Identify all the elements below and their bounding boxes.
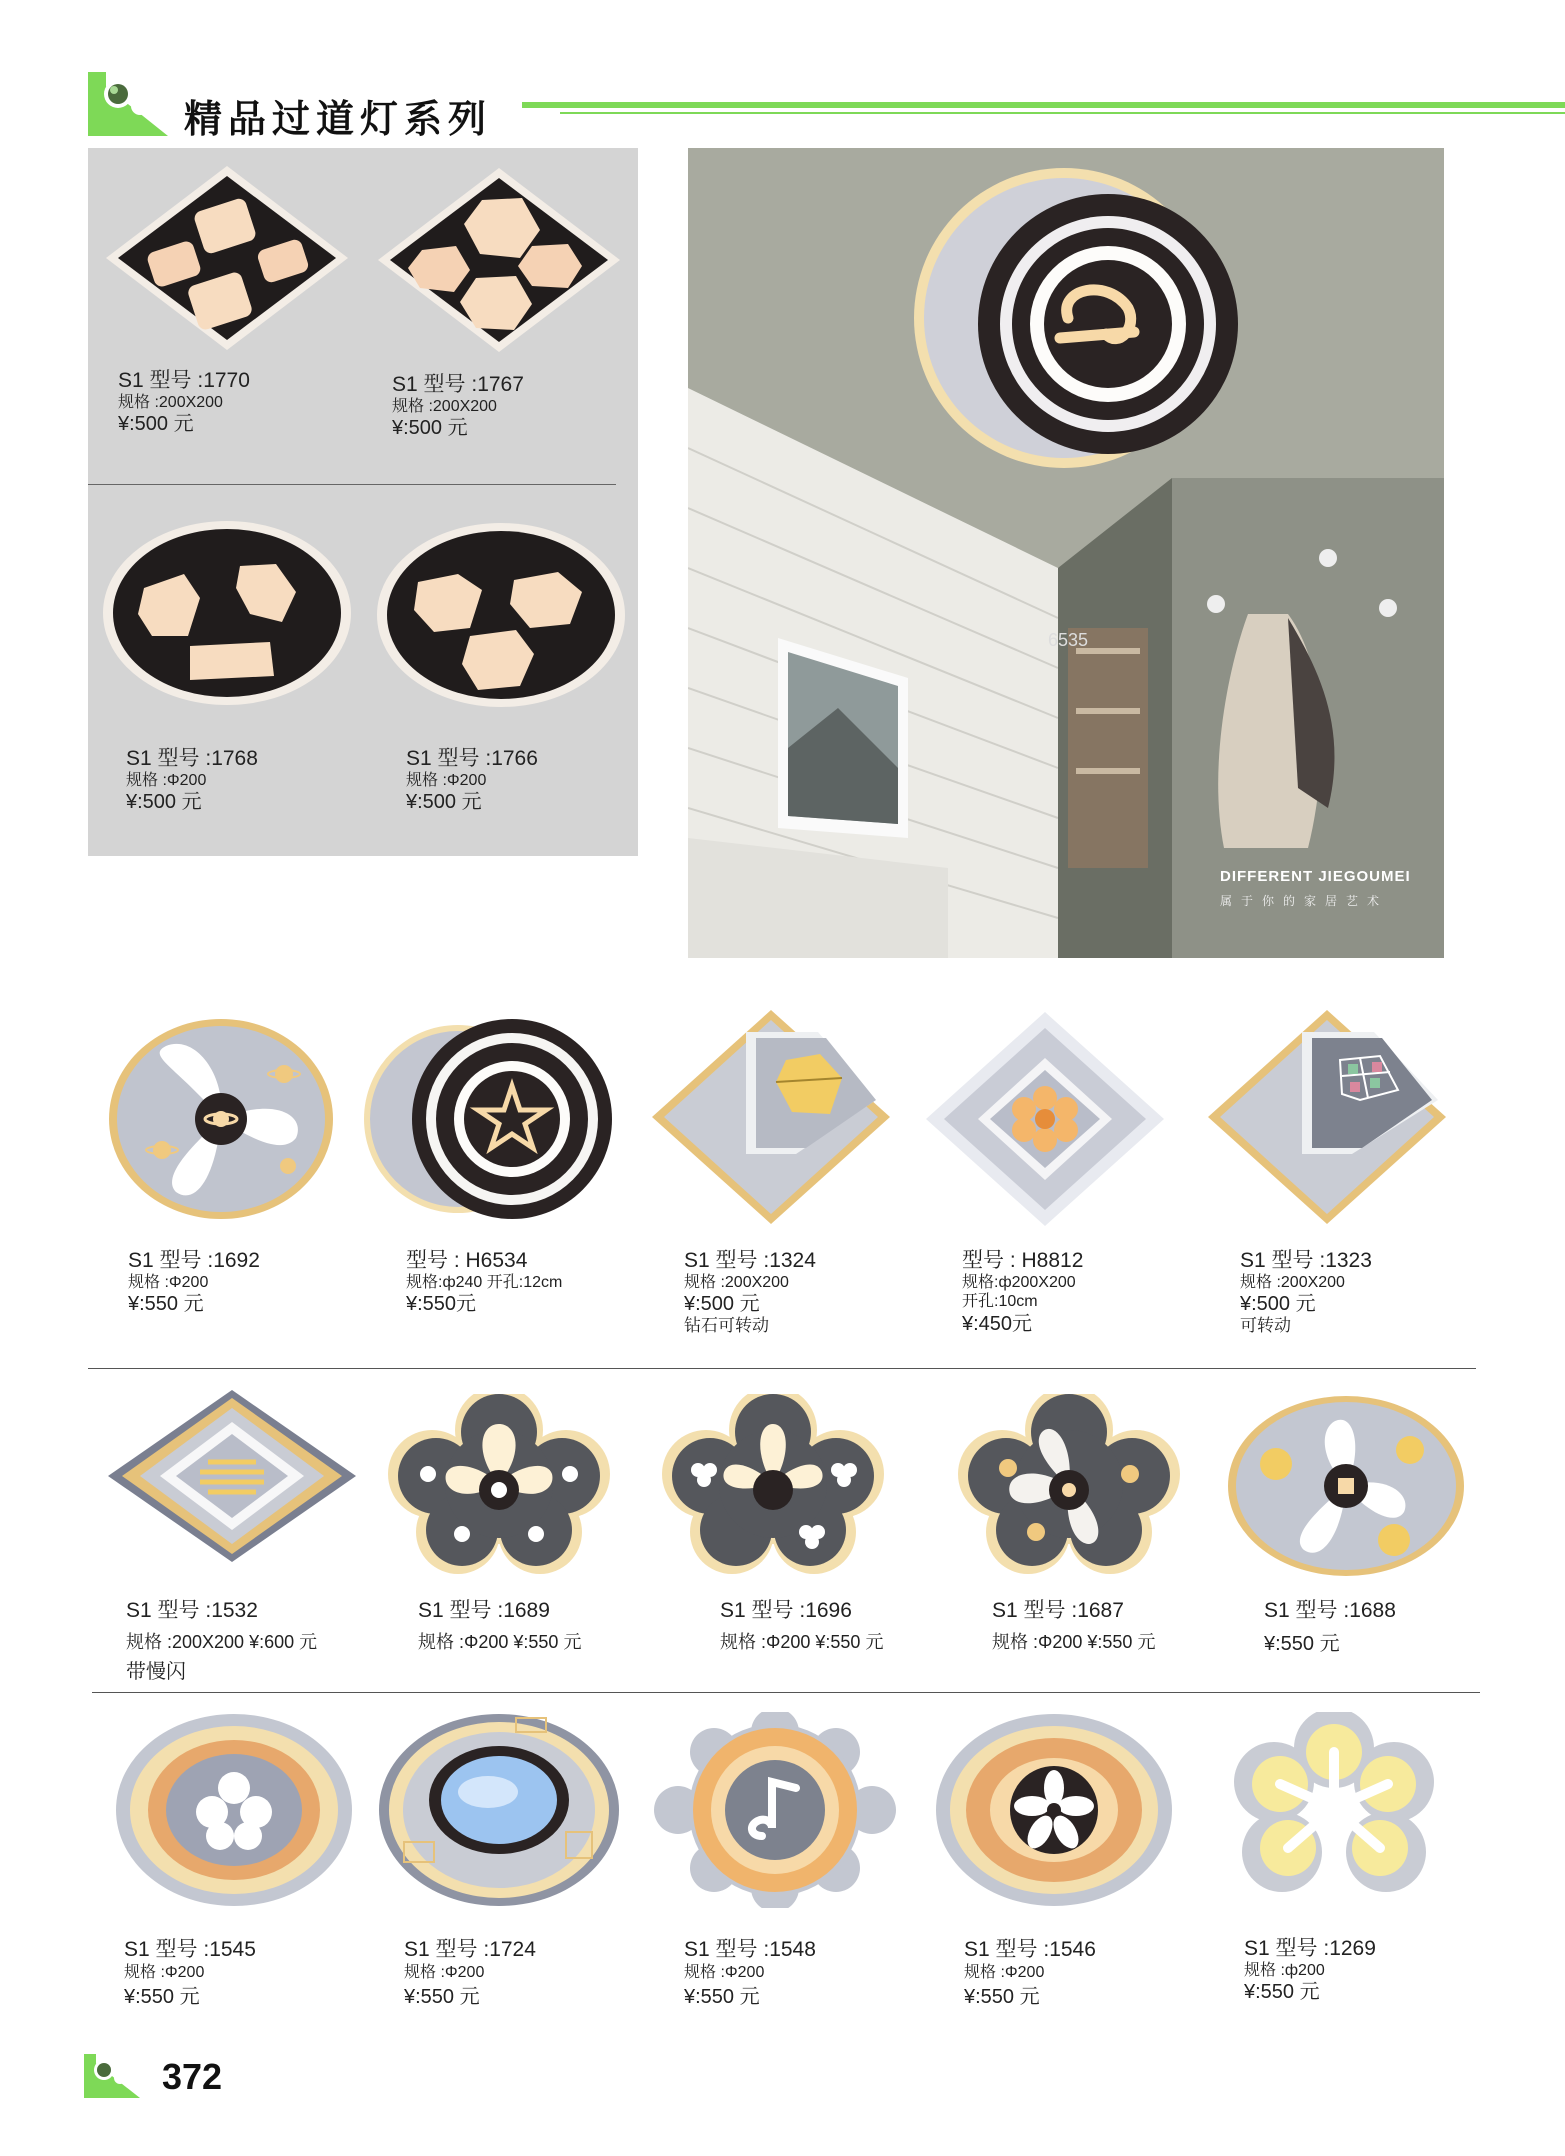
- product-model: S1 型号 :1687: [992, 1599, 1124, 1622]
- product-price: ¥:500 元: [118, 413, 194, 436]
- header-rule: [522, 102, 1565, 108]
- product-spec: 规格:ф200X200: [962, 1274, 1076, 1292]
- product-spec-price: 规格 :Φ200 ¥:550 元: [992, 1631, 1156, 1652]
- product-info-H6534: [406, 1248, 562, 1316]
- product-model: S1 型号 :1724: [404, 1938, 536, 1961]
- product-price: ¥:550 元: [124, 1986, 200, 2009]
- product-spec: 规格 :200X200: [392, 398, 497, 416]
- lamp-image-H8812: [920, 1006, 1170, 1237]
- product-spec: 规格 :Φ200: [406, 772, 487, 790]
- product-info-1269: [1244, 1936, 1376, 2004]
- product-note: 钻石可转动: [684, 1316, 769, 1336]
- product-info-1548: [684, 1936, 816, 2010]
- lamp-image-1770: [100, 160, 354, 361]
- product-info-1767: [392, 372, 524, 440]
- lamp-image-1766: [374, 520, 628, 715]
- lamp-image-1545: [114, 1712, 354, 1913]
- product-model: S1 型号 :1770: [118, 369, 250, 392]
- lamp-image-1696: [658, 1394, 888, 1579]
- lamp-image-1724: [376, 1712, 622, 1913]
- product-price: ¥:500 元: [406, 791, 482, 814]
- product-model: S1 型号 :1766: [406, 747, 538, 770]
- product-model: S1 型号 :1548: [684, 1938, 816, 1961]
- product-info-1324: [684, 1248, 816, 1337]
- product-model: S1 型号 :1767: [392, 373, 524, 396]
- product-price: ¥:550 元: [1244, 1981, 1320, 2004]
- page-number: 372: [162, 2056, 223, 2097]
- product-price: ¥:500 元: [1240, 1293, 1316, 1316]
- product-spec: 规格 :Φ200: [404, 1964, 485, 1982]
- product-model: 型号 : H6534: [406, 1249, 528, 1272]
- product-price: ¥:500 元: [684, 1293, 760, 1316]
- header-logo-icon: [88, 72, 168, 136]
- product-price: ¥:500 元: [126, 791, 202, 814]
- product-price: ¥:450元: [962, 1312, 1033, 1335]
- product-info-1688: [1264, 1594, 1396, 1660]
- product-model: S1 型号 :1692: [128, 1249, 260, 1272]
- product-note: 带慢闪: [126, 1661, 186, 1684]
- lamp-image-1324: [646, 1004, 896, 1235]
- row-divider: [88, 1368, 1476, 1369]
- product-info-1546: [964, 1936, 1096, 2010]
- product-spec: 规格 :Φ200: [128, 1274, 209, 1292]
- lamp-image-1687: [954, 1394, 1184, 1579]
- product-spec: 规格 :Φ200: [964, 1964, 1045, 1982]
- product-spec: 规格 :Φ200: [126, 772, 207, 790]
- product-info-1724: [404, 1936, 536, 2010]
- product-info-1766: [406, 746, 538, 814]
- product-model: S1 型号 :1688: [1264, 1599, 1396, 1622]
- page-title: 精品过道灯系列: [184, 96, 493, 141]
- product-spec: 规格 :200X200: [118, 394, 223, 412]
- lamp-image-1688: [1226, 1394, 1466, 1583]
- product-model: S1 型号 :1269: [1244, 1937, 1376, 1960]
- product-note: 开孔:10cm: [962, 1293, 1038, 1311]
- product-info-1689: [418, 1594, 581, 1656]
- product-spec-price: 规格 :Φ200 ¥:550 元: [418, 1631, 582, 1652]
- product-info-1696: [720, 1594, 883, 1656]
- lamp-image-1546: [934, 1712, 1174, 1913]
- product-model: 型号 : H8812: [962, 1249, 1084, 1272]
- lamp-image-1689: [384, 1394, 614, 1579]
- product-info-1532: [126, 1594, 317, 1688]
- product-info-1770: [118, 368, 250, 436]
- product-price: ¥:550 元: [128, 1293, 204, 1316]
- product-price: ¥:550 元: [1264, 1632, 1340, 1655]
- lamp-image-H6534: [362, 1016, 622, 1227]
- hero-caption-en: DIFFERENT JIEGOUMEI: [1220, 868, 1411, 885]
- panel-divider: [88, 484, 616, 485]
- product-model: S1 型号 :1689: [418, 1599, 550, 1622]
- header-rule-thin: [560, 112, 1565, 114]
- product-model: S1 型号 :1768: [126, 747, 258, 770]
- product-info-1692: [128, 1248, 260, 1316]
- product-spec: 规格 :Φ200: [124, 1964, 205, 1982]
- hero-room-photo: [688, 148, 1444, 958]
- row-divider: [92, 1692, 1480, 1693]
- product-model: S1 型号 :1323: [1240, 1249, 1372, 1272]
- hero-caption-cn: 属于你的家居艺术: [1220, 894, 1389, 908]
- product-spec: 规格 :Φ200: [684, 1964, 765, 1982]
- product-model: S1 型号 :1545: [124, 1938, 256, 1961]
- product-price: ¥:500 元: [392, 417, 468, 440]
- product-info-H8812: [962, 1248, 1083, 1336]
- lamp-image-1767: [372, 162, 626, 363]
- product-info-1768: [126, 746, 258, 814]
- product-model: S1 型号 :1546: [964, 1938, 1096, 1961]
- product-spec: 规格 :ф200: [1244, 1962, 1325, 1980]
- footer-logo-icon: [84, 2054, 140, 2098]
- product-info-1323: [1240, 1248, 1372, 1337]
- product-spec: 规格 :200X200: [684, 1274, 789, 1292]
- lamp-image-1532: [102, 1386, 362, 1571]
- product-spec-price: 规格 :Φ200 ¥:550 元: [720, 1631, 884, 1652]
- hero-wall-number: 6535: [1048, 630, 1089, 650]
- product-spec: 规格 :200X200: [1240, 1274, 1345, 1292]
- product-info-1545: [124, 1936, 256, 2010]
- product-note: 可转动: [1240, 1316, 1291, 1336]
- product-price: ¥:550 元: [684, 1986, 760, 2009]
- product-model: S1 型号 :1696: [720, 1599, 852, 1622]
- product-price: ¥:550元: [406, 1293, 477, 1316]
- lamp-image-1323: [1202, 1004, 1452, 1235]
- product-spec-price: 规格 :200X200 ¥:600 元: [126, 1631, 318, 1652]
- lamp-image-1548: [650, 1712, 900, 1913]
- product-spec: 规格:ф240 开孔:12cm: [406, 1274, 563, 1292]
- product-model: S1 型号 :1532: [126, 1599, 258, 1622]
- product-info-1687: [992, 1594, 1155, 1656]
- lamp-image-1269: [1214, 1712, 1454, 1913]
- product-price: ¥:550 元: [404, 1986, 480, 2009]
- lamp-image-1692: [106, 1016, 336, 1227]
- product-price: ¥:550 元: [964, 1986, 1040, 2009]
- lamp-image-1768: [100, 518, 354, 713]
- product-model: S1 型号 :1324: [684, 1249, 816, 1272]
